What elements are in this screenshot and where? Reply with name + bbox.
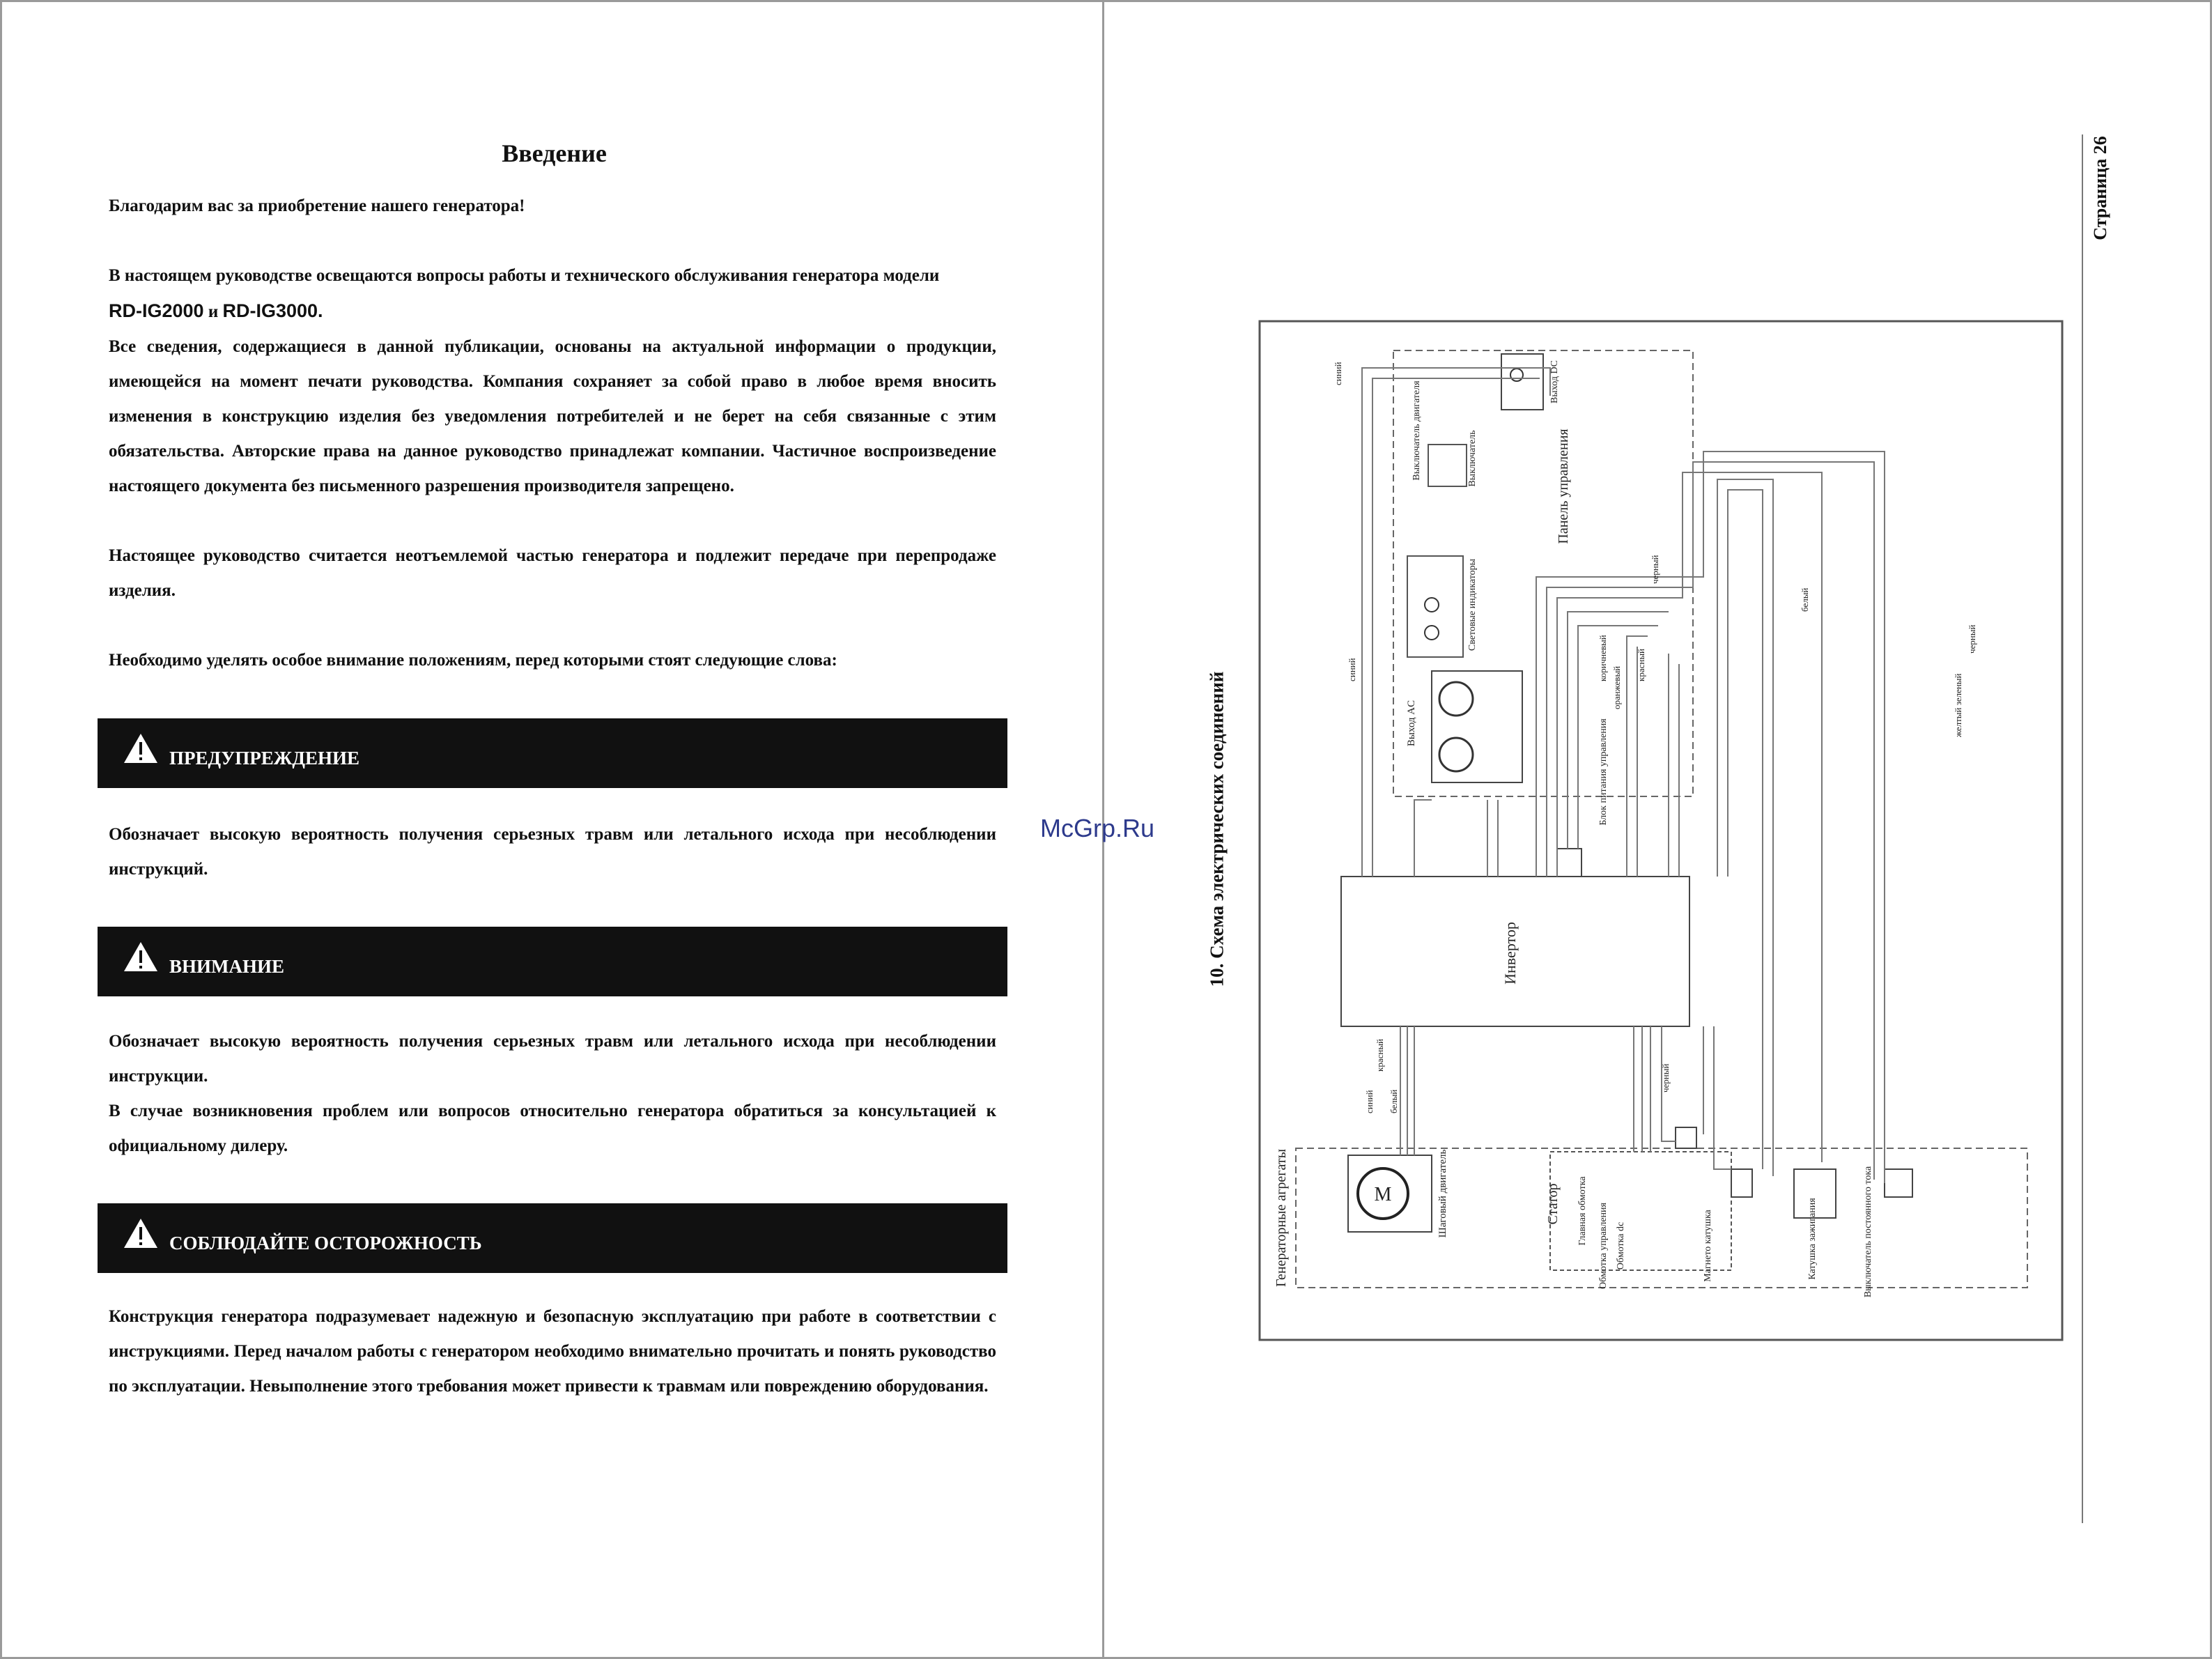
indicators-label: Световые индикаторы [1467, 558, 1478, 651]
wire-label-brown: коричневый [1598, 635, 1608, 681]
control-panel-label: Панель управления [1556, 429, 1571, 544]
care-label: СОБЛЮДАЙТЕ ОСТОРОЖНОСТЬ [169, 1233, 482, 1253]
left-page [0, 0, 1104, 1659]
ac-outlet-box [1432, 671, 1522, 782]
model-end: . [318, 300, 323, 321]
wire-label-orange: оранжевый [1611, 665, 1622, 709]
wire-label-red-2: красный [1375, 1038, 1385, 1072]
info-paragraph: Все сведения, содержащиеся в данной публикации, основаны на актуальной информации о продукции, имеющейся на момент печати руководства. Компания сохраняет за собой право в любое время вносить изменения в конструкцию изделия без уведомления потребителей и не берет на себя связанные с этим обязательства. Авторские права на данное руководство принадлежат компании. Частичное воспроизведение настоящего документа без письменного разрешения производителя запрещено. [109, 337, 996, 495]
wire-label-blue-1: синий [1333, 362, 1343, 385]
dealer-text: В случае возникновения проблем или вопросов относительно генератора обратиться за консультацией к официальному дилеру. [109, 1102, 996, 1155]
wire-label-blue-2: синий [1347, 658, 1357, 681]
page-title: Введение [502, 139, 607, 167]
wire-bundle [1362, 368, 1885, 1183]
model-b: RD-IG3000 [222, 300, 318, 321]
dc-output-box [1501, 354, 1543, 410]
wire-label-yellow-green: желтый зеленый [1953, 673, 1963, 737]
intro-text: В настоящем руководстве освещаются вопросы работы и технического обслуживания генератора модели [109, 266, 940, 285]
caution-label: ВНИМАНИЕ [169, 956, 285, 977]
caution-text: Обозначает высокую вероятность получения серьезных травм или летального исхода при несоблюдении инструкции. [109, 1032, 996, 1086]
ac-output-label: Выход AC [1406, 700, 1417, 747]
control-winding-label: Обмотка управления [1598, 1203, 1609, 1289]
warning-text: Обозначает высокую вероятность получения серьезных травм или летального исхода при несоблюдении инструкций. [109, 825, 996, 879]
engine-stop-label: Выключатель двигателя [1411, 380, 1422, 481]
indicator-lamp-2-icon [1425, 626, 1439, 640]
thanks-text: Благодарим вас за приобретение нашего генератора! [109, 196, 525, 215]
section-title [1203, 669, 1231, 989]
coil-icon [1731, 1169, 1752, 1197]
wire-labels [1333, 362, 1977, 1113]
dc-breaker-box [1885, 1169, 1912, 1197]
caution-triangle-icon [123, 941, 159, 973]
stator-label: Статор [1545, 1183, 1561, 1225]
page-number-text: Страница 26 [2090, 136, 2110, 240]
generator-unit-label: Генераторные агрегаты [1274, 1148, 1289, 1288]
warning-triangle-icon [123, 732, 159, 764]
caution-bar [98, 927, 1007, 996]
design-text: Конструкция генератора подразумевает надежную и безопасную эксплуатацию при работе в соответствии с инструкциями. Перед началом работы с генератором необходимо внимательно прочитать и понять руководство по эксплуатации. Невыполнение этого требования может привести к травмам или повреждению оборудования. [109, 1307, 996, 1396]
attention-intro: Необходимо уделять особое внимание положениям, перед которыми стоят следующие слова: [109, 651, 837, 670]
ac-outlet-2-icon [1439, 738, 1473, 771]
part-paragraph: Настоящее руководство считается неотъемлемой частью генератора и подлежит передаче при перепродаже изделия. [109, 546, 996, 600]
section-title-text: 10. Схема электрических соединений [1206, 671, 1228, 987]
intro-paragraph [109, 259, 996, 330]
dc-terminal-icon [1510, 369, 1523, 381]
dc-breaker-label: Выключатель постоянного тока [1863, 1166, 1873, 1298]
rectifier-icon [1676, 1127, 1696, 1148]
indicator-box [1407, 556, 1463, 657]
inverter-label: Инвертор [1501, 922, 1519, 985]
warning-bar [98, 718, 1007, 788]
care-bar [98, 1203, 1007, 1273]
engine-switch-box [1428, 445, 1467, 486]
wire-label-black-2: черный [1660, 1063, 1671, 1093]
dc-winding-label: Обмотка dc [1616, 1221, 1626, 1270]
control-unit-connector [1557, 849, 1581, 877]
ac-outlet-1-icon [1439, 682, 1473, 716]
model-a: RD-IG2000 [109, 300, 204, 321]
indicator-lamp-1-icon [1425, 598, 1439, 612]
wiring-diagram [1258, 319, 2066, 1343]
wire-label-black-3: черный [1967, 624, 1977, 654]
magneto-label: Магнето катушка [1703, 1210, 1713, 1282]
wire-label-white-1: белый [1800, 587, 1810, 612]
page-number [2083, 132, 2118, 244]
main-winding-label: Главная обмотка [1577, 1176, 1588, 1246]
breaker-label: Выключатель [1467, 430, 1478, 487]
step-motor-label: Шаговый двигатель [1437, 1149, 1448, 1238]
care-triangle-icon [123, 1217, 159, 1249]
wire-label-red-1: красный [1636, 648, 1646, 681]
ignition-coil-label: Катушка зажигания [1807, 1198, 1818, 1280]
wire-label-white-2: белый [1389, 1089, 1399, 1113]
motor-symbol: М [1374, 1184, 1392, 1205]
warning-label: ПРЕДУПРЕЖДЕНИЕ [169, 748, 360, 769]
control-panel-box [1393, 350, 1693, 796]
control-unit-label: Блок питания управления [1598, 718, 1609, 826]
model-conj: и [203, 302, 223, 321]
dc-output-label: Выход DC [1549, 360, 1560, 403]
wire-label-black-1: черный [1650, 555, 1660, 584]
generator-unit-box [1296, 1148, 2027, 1288]
wire-label-blue-3: синий [1364, 1090, 1375, 1113]
watermark[interactable]: McGrp.Ru [1040, 814, 1155, 842]
page-divider-rule [2082, 134, 2083, 1523]
